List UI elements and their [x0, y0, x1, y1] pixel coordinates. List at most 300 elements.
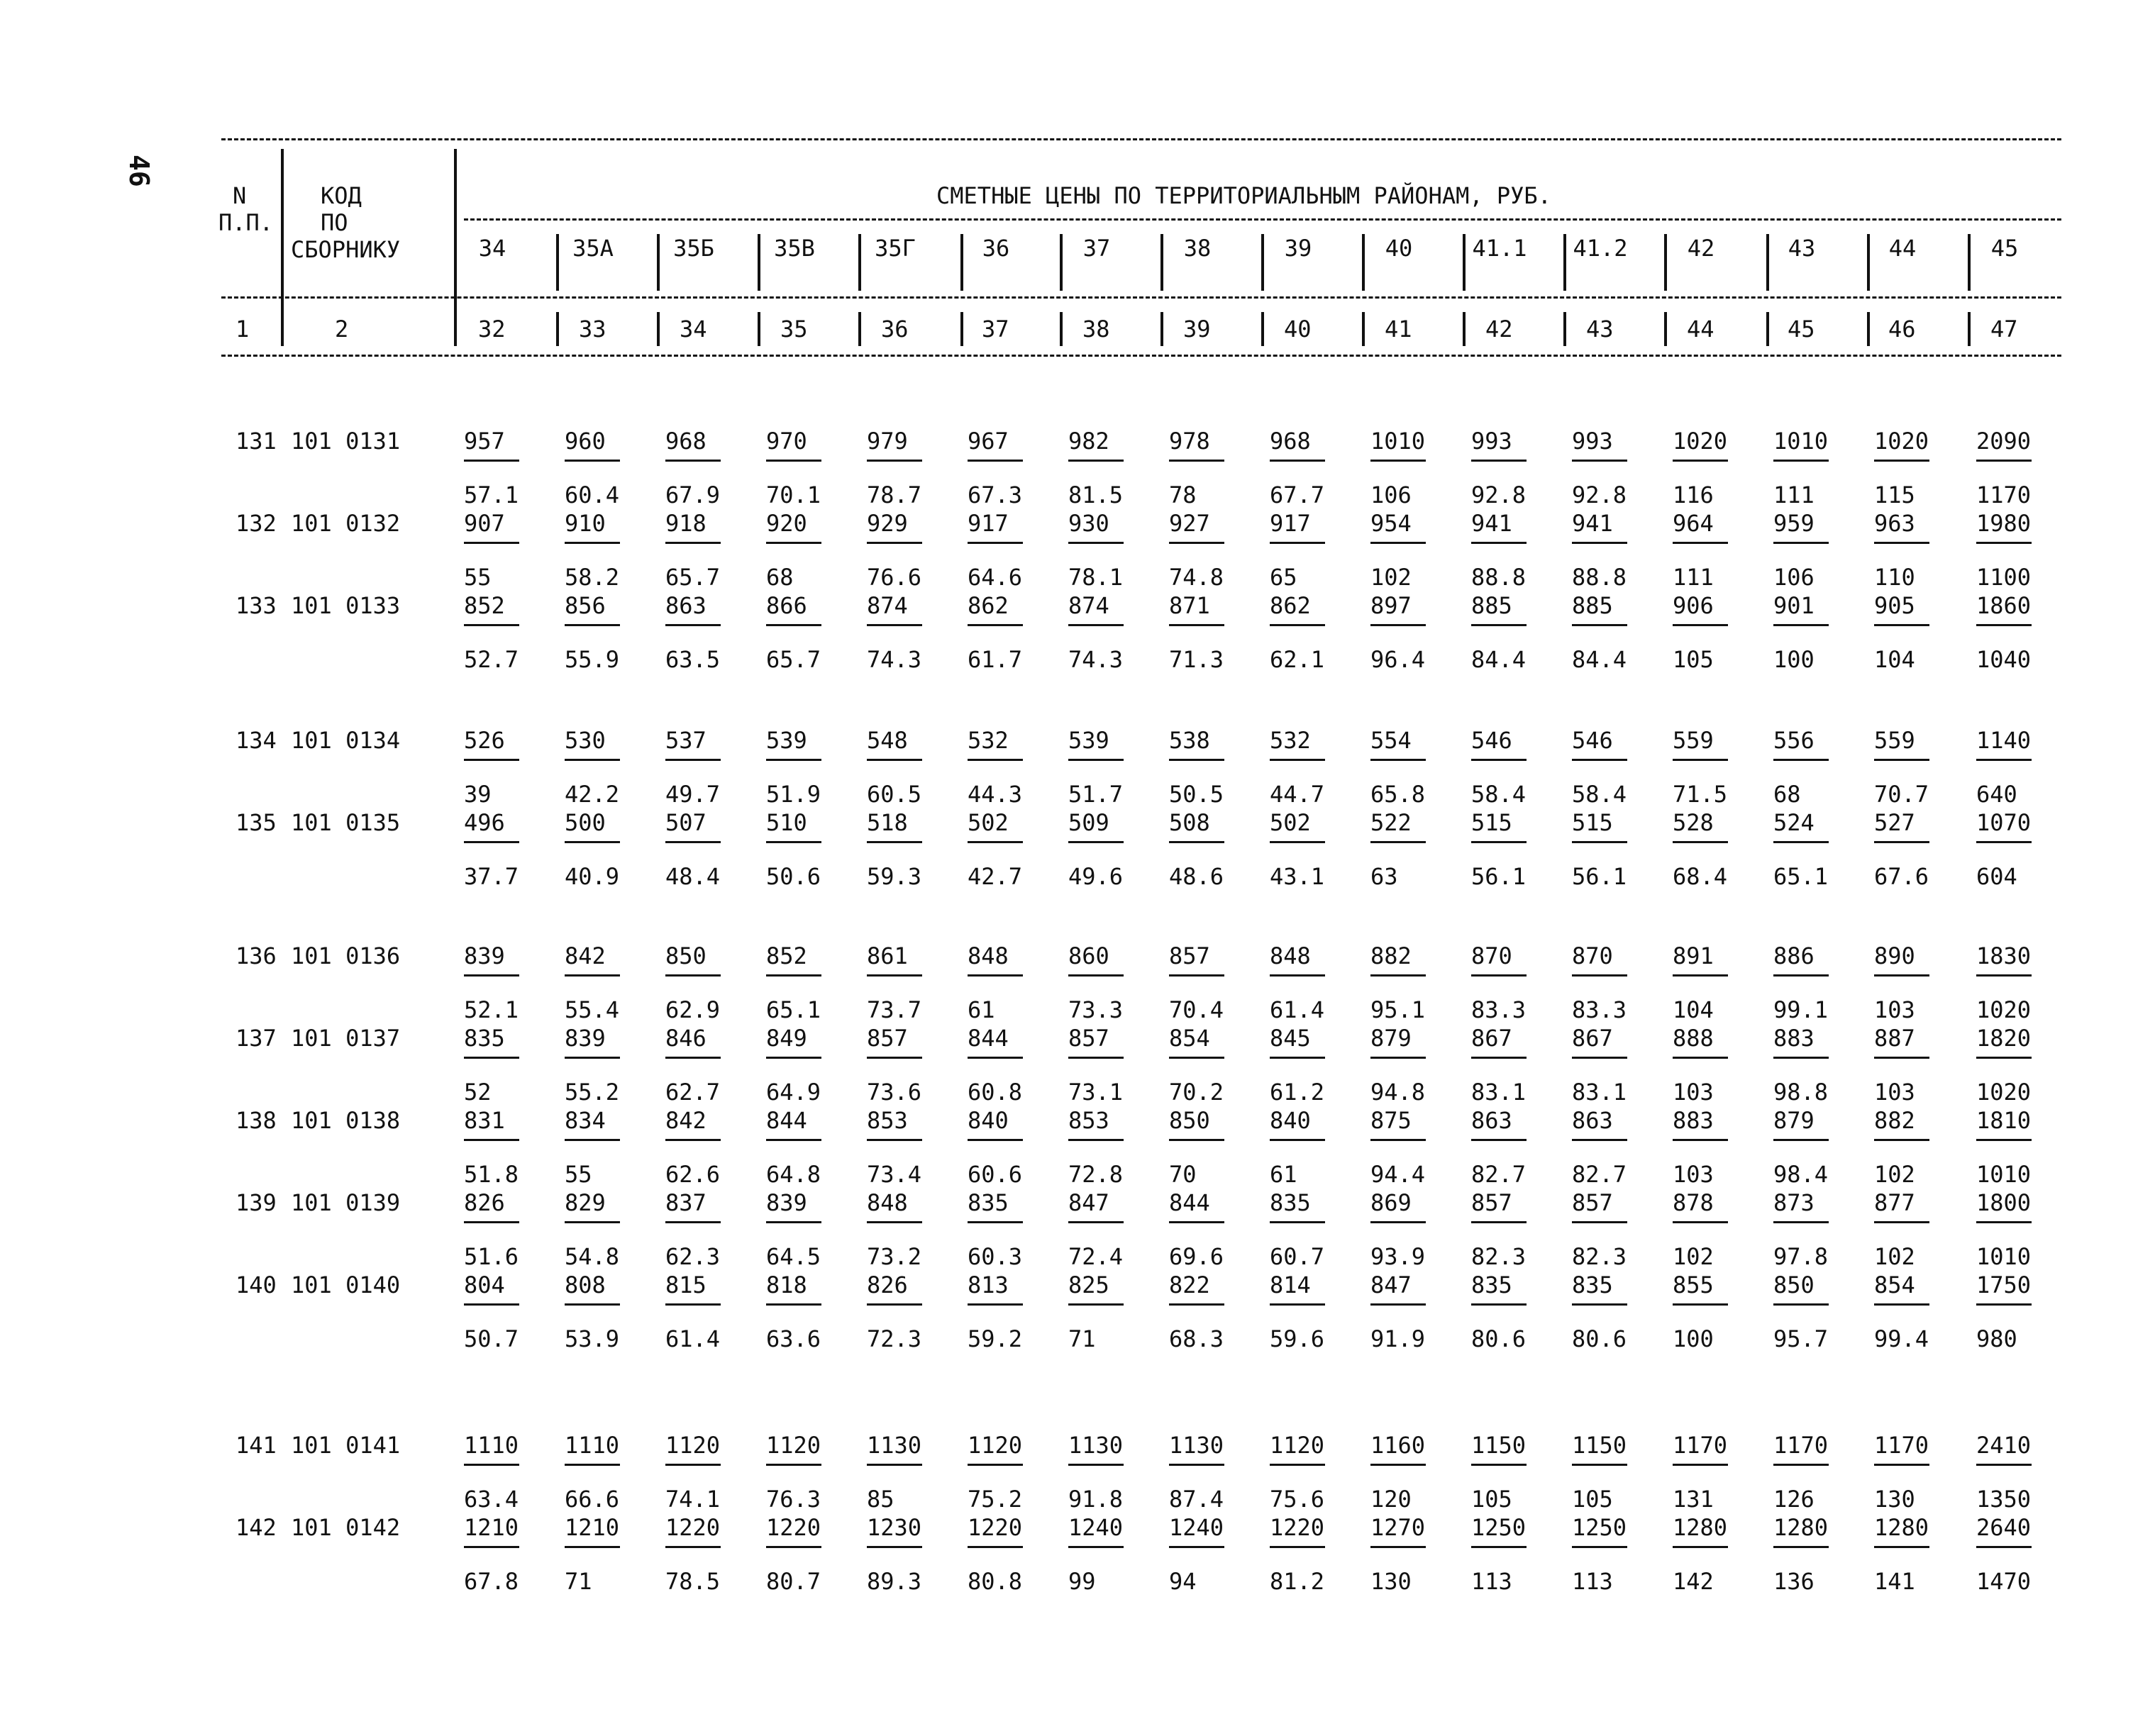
price-cell-top: 559 [1874, 727, 1915, 754]
fraction-line [1673, 974, 1728, 976]
column-index: 37 [982, 316, 1009, 343]
fraction-line [1169, 624, 1224, 626]
price-cell-top: 532 [1270, 727, 1311, 754]
fraction-line [1673, 1221, 1728, 1223]
price-cell-top: 929 [867, 510, 908, 537]
price-cell-top: 846 [665, 1025, 707, 1052]
price-cell-bottom: 103 [1673, 1079, 1714, 1106]
region-label: 34 [478, 235, 506, 262]
fraction-line [464, 1057, 519, 1059]
price-cell-bottom: 91.9 [1370, 1325, 1426, 1352]
price-cell-bottom: 100 [1773, 646, 1815, 673]
fraction-line [766, 624, 821, 626]
price-cell-top: 963 [1874, 510, 1915, 537]
index-vbar [1160, 312, 1163, 346]
price-cell-top: 978 [1169, 428, 1210, 455]
price-cell-bottom: 61.4 [1270, 996, 1325, 1023]
fraction-line [464, 974, 519, 976]
price-cell-top: 510 [766, 809, 807, 836]
column-index: 42 [1485, 316, 1513, 343]
price-cell-top: 842 [665, 1107, 707, 1134]
price-cell-top: 831 [464, 1107, 505, 1134]
price-cell-top: 917 [1270, 510, 1311, 537]
fraction-line [1169, 1221, 1224, 1223]
price-cell-top: 1810 [1976, 1107, 2032, 1134]
price-cell-top: 539 [1068, 727, 1109, 754]
index-vbar [1563, 312, 1566, 346]
region-label: 35А [572, 235, 614, 262]
price-cell-bottom: 50.5 [1169, 781, 1224, 808]
fraction-line [1773, 1546, 1829, 1548]
fraction-line [1874, 1057, 1929, 1059]
price-cell-top: 839 [766, 1189, 807, 1216]
fraction-line [1471, 1057, 1527, 1059]
fraction-line [665, 460, 721, 462]
fraction-line [464, 1303, 519, 1306]
row-number: 141 [236, 1432, 277, 1459]
price-cell-top: 539 [766, 727, 807, 754]
price-cell-top: 548 [867, 727, 908, 754]
fraction-line [565, 1139, 620, 1141]
fraction-line [1471, 1221, 1527, 1223]
price-cell-top: 878 [1673, 1189, 1714, 1216]
header-divider-rule [221, 296, 2061, 299]
price-cell-top: 546 [1572, 727, 1613, 754]
price-cell-top: 1110 [565, 1432, 620, 1459]
fraction-line [1471, 624, 1527, 626]
fraction-line [464, 759, 519, 761]
fraction-line [1673, 460, 1728, 462]
fraction-line [565, 759, 620, 761]
price-cell-top: 1230 [867, 1514, 922, 1541]
fraction-line [867, 1464, 922, 1466]
fraction-line [1976, 1221, 2032, 1223]
price-cell-top: 559 [1673, 727, 1714, 754]
fraction-line [1673, 841, 1728, 843]
fraction-line [1471, 460, 1527, 462]
price-cell-bottom: 65.7 [665, 564, 721, 591]
price-cell-bottom: 96.4 [1370, 646, 1426, 673]
price-cell-top: 1020 [1874, 428, 1929, 455]
price-cell-top: 1110 [464, 1432, 519, 1459]
fraction-line [565, 460, 620, 462]
price-cell-bottom: 83.3 [1572, 996, 1627, 1023]
price-cell-top: 839 [565, 1025, 606, 1052]
fraction-line [1270, 974, 1325, 976]
fraction-line [1068, 460, 1124, 462]
price-cell-bottom: 61.2 [1270, 1079, 1325, 1106]
region-vbar [1362, 234, 1365, 291]
price-cell-top: 546 [1471, 727, 1512, 754]
fraction-line [1270, 624, 1325, 626]
price-cell-top: 863 [665, 592, 707, 619]
fraction-line [1773, 974, 1829, 976]
price-cell-top: 979 [867, 428, 908, 455]
price-cell-top: 869 [1370, 1189, 1412, 1216]
price-cell-bottom: 58.4 [1572, 781, 1627, 808]
price-cell-top: 1280 [1874, 1514, 1929, 1541]
price-cell-bottom: 62.6 [665, 1161, 721, 1188]
fraction-line [1773, 759, 1829, 761]
price-cell-top: 857 [1471, 1189, 1512, 1216]
price-cell-top: 509 [1068, 809, 1109, 836]
region-label: 43 [1788, 235, 1816, 262]
price-cell-bottom: 103 [1673, 1161, 1714, 1188]
price-cell-bottom: 82.3 [1572, 1243, 1627, 1270]
price-cell-top: 1280 [1773, 1514, 1829, 1541]
price-cell-top: 1240 [1068, 1514, 1124, 1541]
fraction-line [1874, 460, 1929, 462]
fraction-line [665, 759, 721, 761]
price-cell-bottom: 80.8 [968, 1568, 1023, 1595]
index-vbar [1060, 312, 1063, 346]
index-vbar [657, 312, 660, 346]
price-cell-bottom: 81.2 [1270, 1568, 1325, 1595]
fraction-line [1270, 759, 1325, 761]
price-cell-bottom: 91.8 [1068, 1486, 1124, 1513]
price-cell-top: 840 [1270, 1107, 1311, 1134]
fraction-line [1572, 841, 1627, 843]
price-cell-bottom: 97.8 [1773, 1243, 1829, 1270]
price-cell-top: 849 [766, 1025, 807, 1052]
price-cell-top: 857 [1169, 942, 1210, 969]
column-index: 33 [579, 316, 606, 343]
price-cell-bottom: 99.4 [1874, 1325, 1929, 1352]
fraction-line [1773, 1303, 1829, 1306]
price-cell-bottom: 111 [1773, 482, 1815, 508]
fraction-line [968, 460, 1023, 462]
price-cell-bottom: 110 [1874, 564, 1915, 591]
price-cell-bottom: 1350 [1976, 1486, 2032, 1513]
fraction-line [565, 1303, 620, 1306]
column-index: 38 [1082, 316, 1110, 343]
fraction-line [665, 974, 721, 976]
fraction-line [766, 542, 821, 544]
price-cell-bottom: 74.1 [665, 1486, 721, 1513]
row-code: 101 0132 [291, 510, 401, 537]
price-cell-top: 853 [867, 1107, 908, 1134]
price-cell-bottom: 55.9 [565, 646, 620, 673]
price-cell-bottom: 104 [1874, 646, 1915, 673]
index-vbar [556, 312, 559, 346]
row-code: 101 0141 [291, 1432, 401, 1459]
fraction-line [766, 759, 821, 761]
fraction-line [464, 460, 519, 462]
fraction-line [665, 1546, 721, 1548]
row-number: 138 [236, 1107, 277, 1134]
price-cell-bottom: 1040 [1976, 646, 2032, 673]
price-cell-bottom: 60.8 [968, 1079, 1023, 1106]
region-label: 35Б [673, 235, 714, 262]
fraction-line [1673, 542, 1728, 544]
fraction-line [1169, 1057, 1224, 1059]
fraction-line [867, 759, 922, 761]
price-cell-top: 2640 [1976, 1514, 2032, 1541]
fraction-line [766, 974, 821, 976]
price-cell-top: 522 [1370, 809, 1412, 836]
price-cell-top: 848 [968, 942, 1009, 969]
price-cell-top: 866 [766, 592, 807, 619]
price-cell-bottom: 105 [1572, 1486, 1613, 1513]
price-cell-top: 906 [1673, 592, 1714, 619]
header-code-label: КОД [321, 182, 362, 209]
fraction-line [1773, 624, 1829, 626]
region-vbar [858, 234, 861, 291]
price-cell-top: 1980 [1976, 510, 2032, 537]
fraction-line [665, 1303, 721, 1306]
column-index: 44 [1687, 316, 1714, 343]
fraction-line [1976, 624, 2032, 626]
row-code: 101 0135 [291, 809, 401, 836]
price-cell-top: 1800 [1976, 1189, 2032, 1216]
fraction-line [1773, 542, 1829, 544]
row-number: 142 [236, 1514, 277, 1541]
price-cell-bottom: 84.4 [1471, 646, 1527, 673]
fraction-line [1370, 624, 1426, 626]
fraction-line [1270, 1464, 1325, 1466]
price-cell-bottom: 131 [1673, 1486, 1714, 1513]
price-cell-bottom: 142 [1673, 1568, 1714, 1595]
price-cell-top: 941 [1471, 510, 1512, 537]
row-number: 139 [236, 1189, 277, 1216]
price-cell-top: 890 [1874, 942, 1915, 969]
price-cell-top: 870 [1471, 942, 1512, 969]
price-cell-bottom: 102 [1673, 1243, 1714, 1270]
fraction-line [1773, 1139, 1829, 1141]
index-vbar [1867, 312, 1870, 346]
price-cell-bottom: 65.1 [766, 996, 821, 1023]
price-cell-bottom: 126 [1773, 1486, 1815, 1513]
fraction-line [968, 1221, 1023, 1223]
price-cell-bottom: 604 [1976, 863, 2017, 890]
price-cell-bottom: 88.8 [1572, 564, 1627, 591]
price-cell-bottom: 68 [766, 564, 794, 591]
fraction-line [1068, 1303, 1124, 1306]
price-cell-bottom: 75.2 [968, 1486, 1023, 1513]
price-cell-top: 826 [867, 1272, 908, 1298]
fraction-line [1874, 542, 1929, 544]
price-cell-top: 835 [1270, 1189, 1311, 1216]
region-label: 40 [1385, 235, 1413, 262]
region-label: 39 [1284, 235, 1312, 262]
price-cell-bottom: 48.4 [665, 863, 721, 890]
region-vbar [657, 234, 660, 291]
price-cell-top: 1150 [1471, 1432, 1527, 1459]
price-cell-top: 879 [1773, 1107, 1815, 1134]
price-cell-bottom: 80.7 [766, 1568, 821, 1595]
price-cell-bottom: 83.1 [1471, 1079, 1527, 1106]
fraction-line [1673, 1546, 1728, 1548]
column-index: 47 [1990, 316, 2018, 343]
region-vbar [1968, 234, 1971, 291]
fraction-line [1068, 974, 1124, 976]
column-index: 39 [1183, 316, 1211, 343]
price-cell-top: 1130 [867, 1432, 922, 1459]
header-num-sub-label: П.П. [218, 209, 274, 236]
fraction-line [1874, 624, 1929, 626]
fraction-line [464, 841, 519, 843]
price-cell-bottom: 89.3 [867, 1568, 922, 1595]
price-cell-bottom: 100 [1673, 1325, 1714, 1352]
price-cell-top: 891 [1673, 942, 1714, 969]
index-vbar [1766, 312, 1769, 346]
fraction-line [1773, 1057, 1829, 1059]
price-cell-top: 852 [766, 942, 807, 969]
price-cell-bottom: 106 [1370, 482, 1412, 508]
price-cell-top: 1150 [1572, 1432, 1627, 1459]
price-cell-bottom: 50.7 [464, 1325, 519, 1352]
fraction-line [1572, 974, 1627, 976]
price-cell-bottom: 73.4 [867, 1161, 922, 1188]
price-cell-bottom: 66.6 [565, 1486, 620, 1513]
region-label: 35Г [875, 235, 916, 262]
region-vbar [1160, 234, 1163, 291]
fraction-line [1572, 1139, 1627, 1141]
fraction-line [1471, 1303, 1527, 1306]
fraction-line [1572, 542, 1627, 544]
region-label: 44 [1888, 235, 1917, 262]
fraction-line [1976, 1139, 2032, 1141]
fraction-line [665, 1057, 721, 1059]
fraction-line [1874, 1546, 1929, 1548]
fraction-line [665, 1139, 721, 1141]
fraction-line [1068, 1057, 1124, 1059]
price-cell-top: 882 [1370, 942, 1412, 969]
fraction-line [968, 542, 1023, 544]
price-cell-bottom: 105 [1673, 646, 1714, 673]
price-cell-bottom: 78.5 [665, 1568, 721, 1595]
price-cell-top: 857 [1068, 1025, 1109, 1052]
price-cell-top: 855 [1673, 1272, 1714, 1298]
price-cell-top: 897 [1370, 592, 1412, 619]
price-cell-bottom: 71 [1068, 1325, 1096, 1352]
price-cell-top: 854 [1169, 1025, 1210, 1052]
price-cell-bottom: 141 [1874, 1568, 1915, 1595]
price-cell-bottom: 73.7 [867, 996, 922, 1023]
price-cell-bottom: 98.8 [1773, 1079, 1829, 1106]
fraction-line [1673, 759, 1728, 761]
header-vbar [281, 312, 284, 346]
region-label: 38 [1183, 235, 1212, 262]
price-cell-bottom: 73.2 [867, 1243, 922, 1270]
price-cell-top: 910 [565, 510, 606, 537]
fraction-line [867, 1546, 922, 1548]
price-cell-bottom: 1020 [1976, 1079, 2032, 1106]
price-cell-top: 960 [565, 428, 606, 455]
price-cell-top: 861 [867, 942, 908, 969]
price-cell-bottom: 92.8 [1471, 482, 1527, 508]
fraction-line [1068, 1464, 1124, 1466]
price-cell-top: 845 [1270, 1025, 1311, 1052]
price-cell-top: 847 [1370, 1272, 1412, 1298]
price-cell-bottom: 39 [464, 781, 492, 808]
price-cell-bottom: 52.1 [464, 996, 519, 1023]
price-cell-bottom: 80.6 [1572, 1325, 1627, 1352]
fraction-line [1874, 1221, 1929, 1223]
price-cell-top: 850 [1773, 1272, 1815, 1298]
fraction-line [1270, 1057, 1325, 1059]
price-cell-bottom: 106 [1773, 564, 1815, 591]
fraction-line [766, 1546, 821, 1548]
price-cell-bottom: 136 [1773, 1568, 1815, 1595]
region-vbar [556, 234, 559, 291]
price-cell-bottom: 1100 [1976, 564, 2032, 591]
fraction-line [1874, 841, 1929, 843]
price-cell-top: 970 [766, 428, 807, 455]
fraction-line [565, 1546, 620, 1548]
fraction-line [766, 841, 821, 843]
fraction-line [565, 841, 620, 843]
price-cell-top: 927 [1169, 510, 1210, 537]
price-cell-top: 867 [1471, 1025, 1512, 1052]
region-vbar [758, 234, 760, 291]
price-cell-bottom: 53.9 [565, 1325, 620, 1352]
price-cell-top: 885 [1471, 592, 1512, 619]
price-cell-top: 1830 [1976, 942, 2032, 969]
region-vbar [1261, 234, 1264, 291]
fraction-line [1572, 759, 1627, 761]
price-cell-bottom: 60.6 [968, 1161, 1023, 1188]
price-cell-top: 844 [968, 1025, 1009, 1052]
price-cell-bottom: 65.8 [1370, 781, 1426, 808]
header-vbar [454, 312, 457, 346]
price-cell-bottom: 63.5 [665, 646, 721, 673]
price-cell-bottom: 76.6 [867, 564, 922, 591]
price-cell-bottom: 68 [1773, 781, 1801, 808]
row-code: 101 0140 [291, 1272, 401, 1298]
price-cell-top: 844 [1169, 1189, 1210, 1216]
price-cell-bottom: 103 [1874, 996, 1915, 1023]
region-label: 36 [982, 235, 1010, 262]
index-vbar [758, 312, 760, 346]
price-cell-top: 886 [1773, 942, 1815, 969]
price-cell-top: 1160 [1370, 1432, 1426, 1459]
price-cell-top: 818 [766, 1272, 807, 1298]
price-cell-top: 982 [1068, 428, 1109, 455]
price-cell-bottom: 60.7 [1270, 1243, 1325, 1270]
price-cell-top: 507 [665, 809, 707, 836]
price-cell-bottom: 74.3 [1068, 646, 1124, 673]
price-cell-top: 930 [1068, 510, 1109, 537]
price-cell-top: 538 [1169, 727, 1210, 754]
price-cell-bottom: 65.1 [1773, 863, 1829, 890]
price-cell-bottom: 42.2 [565, 781, 620, 808]
region-vbar [1563, 234, 1566, 291]
fraction-line [867, 1057, 922, 1059]
price-cell-top: 829 [565, 1189, 606, 1216]
column-index: 43 [1586, 316, 1614, 343]
price-cell-top: 871 [1169, 592, 1210, 619]
price-cell-top: 905 [1874, 592, 1915, 619]
price-cell-bottom: 58.4 [1471, 781, 1527, 808]
price-cell-top: 968 [1270, 428, 1311, 455]
fraction-line [968, 624, 1023, 626]
price-cell-top: 967 [968, 428, 1009, 455]
price-cell-top: 867 [1572, 1025, 1613, 1052]
fraction-line [1976, 1464, 2032, 1466]
index-vbar [1261, 312, 1264, 346]
price-cell-top: 882 [1874, 1107, 1915, 1134]
price-cell-bottom: 75.6 [1270, 1486, 1325, 1513]
price-cell-bottom: 61.7 [968, 646, 1023, 673]
price-cell-bottom: 64.5 [766, 1243, 821, 1270]
price-cell-bottom: 71 [565, 1568, 592, 1595]
header-bottom-rule [221, 355, 2061, 357]
price-cell-bottom: 59.2 [968, 1325, 1023, 1352]
price-cell-bottom: 640 [1976, 781, 2017, 808]
fraction-line [565, 1464, 620, 1466]
fraction-line [1370, 1546, 1426, 1548]
